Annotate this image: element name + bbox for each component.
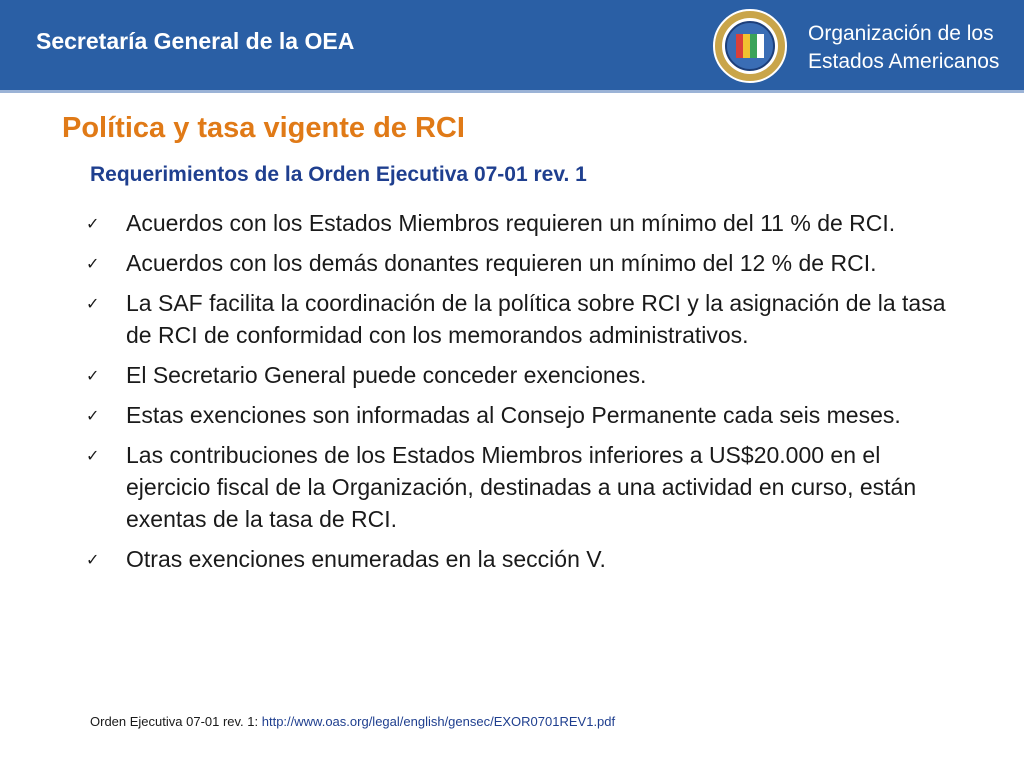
checkmark-icon: ✓ bbox=[86, 214, 100, 233]
bullet-item bbox=[86, 247, 966, 279]
checkmark-icon: ✓ bbox=[86, 254, 100, 273]
oas-seal-icon bbox=[712, 8, 788, 84]
bullet-text: El Secretario General puede conceder exenciones. bbox=[126, 362, 647, 388]
header-title: Secretaría General de la OEA bbox=[36, 28, 355, 54]
slide-title: Política y tasa vigente de RCI bbox=[62, 112, 465, 144]
bullet-item bbox=[86, 359, 966, 391]
org-name-line1: Organización de los bbox=[808, 22, 994, 45]
footnote bbox=[90, 714, 615, 729]
checkmark-icon: ✓ bbox=[86, 446, 100, 465]
footnote-label: Orden Ejecutiva 07-01 rev. 1: bbox=[90, 714, 262, 729]
header-bar bbox=[0, 0, 1024, 93]
bullet-item bbox=[86, 399, 966, 431]
checkmark-icon: ✓ bbox=[86, 406, 100, 425]
bullet-item bbox=[86, 439, 966, 535]
bullet-text: La SAF facilita la coordinación de la política sobre RCI y la asignación de la tasa de RCI de conformidad con los memorandos administrativos. bbox=[126, 290, 946, 348]
footnote-link[interactable]: http://www.oas.org/legal/english/gensec/EXOR0701REV1.pdf bbox=[261, 714, 616, 729]
bullet-text: Las contribuciones de los Estados Miembros inferiores a US$20.000 en el ejercicio fiscal de la Organización, destinadas a una actividad en curso, están exentas de la tasa de RCI. bbox=[126, 442, 917, 532]
bullet-item bbox=[86, 207, 966, 239]
bullet-text: Estas exenciones son informadas al Consejo Permanente cada seis meses. bbox=[126, 402, 901, 428]
checkmark-icon: ✓ bbox=[86, 550, 100, 569]
bullet-text: Acuerdos con los demás donantes requieren un mínimo del 12 % de RCI. bbox=[126, 250, 877, 276]
bullet-item bbox=[86, 543, 966, 575]
checkmark-icon: ✓ bbox=[86, 294, 100, 313]
bullet-item bbox=[86, 287, 966, 351]
bullet-list bbox=[86, 207, 966, 583]
bullet-text: Otras exenciones enumeradas en la sección V. bbox=[126, 546, 606, 572]
slide-subtitle: Requerimientos de la Orden Ejecutiva 07-01 rev. 1 bbox=[90, 163, 587, 186]
org-name-line2: Estados Americanos bbox=[808, 50, 1000, 73]
bullet-text: Acuerdos con los Estados Miembros requieren un mínimo del 11 % de RCI. bbox=[126, 210, 896, 236]
checkmark-icon: ✓ bbox=[86, 366, 100, 385]
organization-name bbox=[808, 20, 999, 76]
